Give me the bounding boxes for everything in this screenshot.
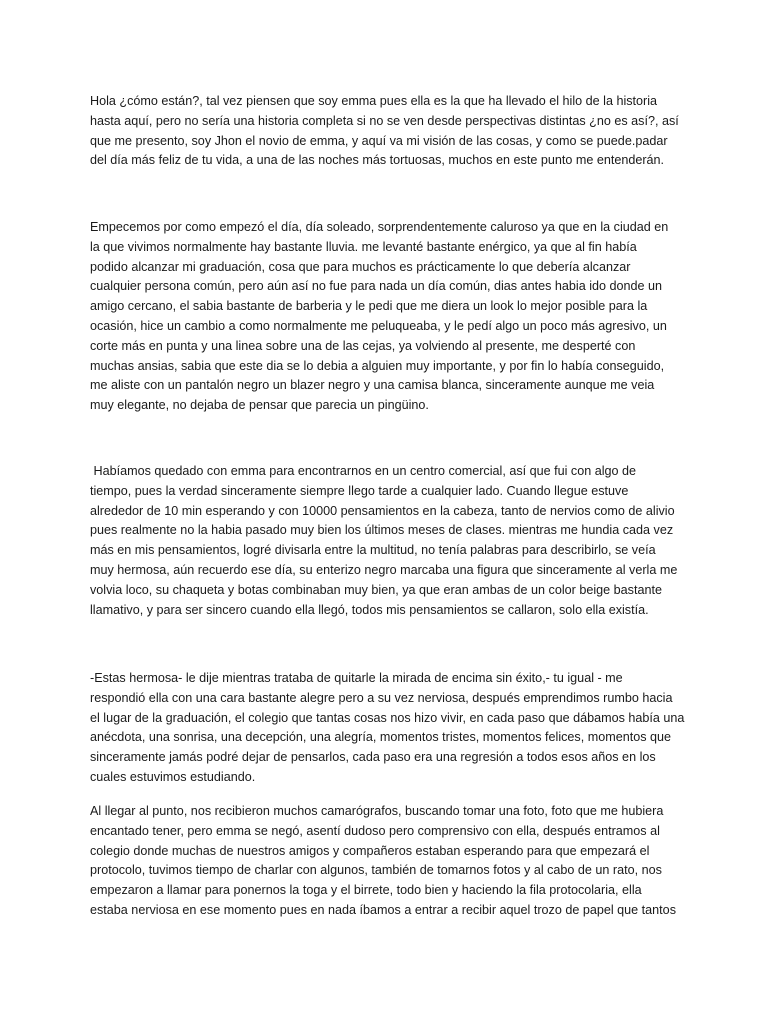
paragraph-line: amigo cercano, el sabia bastante de barberia y le pedi que me diera un look lo mejor posible para la [90,299,648,314]
paragraph-line: -Estas hermosa- le dije mientras trataba de quitarle la mirada de encima sin éxito,- tu igual - me [90,671,623,685]
paragraph-line: protocolo, tuvimos tiempo de charlar con algunos, también de tomarnos fotos y al cabo de un rato, nos [90,863,662,878]
paragraph-line: Al llegar al punto, nos recibieron muchos camarógrafos, buscando tomar una foto, foto que me hubiera [90,804,664,818]
paragraph-line: respondió ella con una cara bastante alegre pero a su vez nerviosa, después emprendimos rumbo hacia [90,690,673,705]
paragraph-line: anécdota, una sonrisa, una decepción, una alegría, momentos tristes, momentos felices, momentos que [90,730,672,745]
paragraph-line: estaba nerviosa en ese momento pues en nada íbamos a entrar a recibir aquel trozo de papel que tantos [90,902,676,917]
paragraph-line: hasta aquí, pero no sería una historia completa si no se ven desde perspectivas distintas ¿no es así?, así [90,113,679,128]
paragraph-intro [90,92,690,171]
paragraph-line: el lugar de la graduación, el colegio que tantas cosas nos hizo vivir, en cada paso que dábamos había una [90,710,685,725]
paragraph-line: Habíamos quedado con emma para encontrarnos en un centro comercial, así que fui con algo de [90,464,637,478]
paragraph-line: ocasión, hice un cambio a como normalmente me peluqueaba, y le pedí algo un poco más agresivo, un [90,318,667,333]
paragraph-line: podido alcanzar mi graduación, cosa que para muchos es prácticamente lo que debería alcanzar [90,259,631,274]
paragraph-line: cuales estuvimos estudiando. [90,769,256,784]
paragraph-line: empezaron a llamar para ponernos la toga y el birrete, todo bien y haciendo la fila protocolaria, ella [90,883,642,898]
paragraph-line: pues realmente no la habia pasado muy bien los últimos meses de clases. mientras me hundia cada vez [90,523,674,538]
paragraph-line: más en mis pensamientos, logré divisarla entre la multitud, no tenía palabras para describirlo, se veía [90,543,656,558]
paragraph-morning [90,218,690,416]
paragraph-line: cualquier persona común, pero aún así no fue para nada un día común, dias antes habia ido donde un [90,279,663,294]
paragraph-meeting [90,462,690,620]
paragraph-line: tiempo, pues la verdad sinceramente siempre llego tarde a cualquier lado. Cuando llegue estuve [90,483,629,498]
paragraph-line: volvia loco, su chaqueta y botas combinaban muy bien, ya que eran ambas de un color beige bastante [90,582,662,597]
paragraph-line: muy elegante, no dejaba de pensar que parecia un pingüino. [90,398,429,413]
paragraph-line: muy hermosa, aún recuerdo ese día, su enterizo negro marcaba una figura que sinceramente al verla me [90,562,678,577]
paragraph-arrival [90,802,690,921]
paragraph-line: alrededor de 10 min esperando y con 10000 pensamientos en la cabeza, tanto de nervios como de alivio [90,503,675,518]
paragraph-line: encantado tener, pero emma se negó, asentí dudoso pero comprensivo con ella, después entramos al [90,823,660,838]
paragraph-line: Hola ¿cómo están?, tal vez piensen que soy emma pues ella es la que ha llevado el hilo de la historia [90,94,658,108]
paragraph-line: colegio donde muchas de nuestros amigos y compañeros estaban esperando para que empezará el [90,843,650,858]
paragraph-line: corte más en punta y una linea sobre una de las cejas, ya volviendo al presente, me desperté con [90,338,636,353]
paragraph-line: sinceramente jamás podré dejar de pensarlos, cada paso era una regresión a todos esos años en los [90,750,656,765]
paragraph-line: que me presento, soy Jhon el novio de emma, y aquí va mi visión de las cosas, y como se puede.padar [90,133,668,148]
paragraph-line: llamativo, y para ser sincero cuando ella llegó, todos mis pensamientos se callaron, solo ella existía. [90,602,649,617]
paragraph-line: Empecemos por como empezó el día, día soleado, sorprendentemente caluroso ya que en la ciudad en [90,220,669,234]
paragraph-dialogue [90,669,690,788]
paragraph-line: me aliste con un pantalón negro un blazer negro y una camisa blanca, sinceramente aunque me veia [90,378,655,393]
paragraph-line: muchas ansias, sabia que este dia se lo debia a alguien muy importante, y por fin lo había conseguido, [90,358,665,373]
paragraph-line: del día más feliz de tu vida, a una de las noches más tortuosas, muchos en este punto me entenderán. [90,153,665,168]
paragraph-line: la que vivimos normalmente hay bastante lluvia. me levanté bastante enérgico, ya que al fin había [90,239,637,254]
